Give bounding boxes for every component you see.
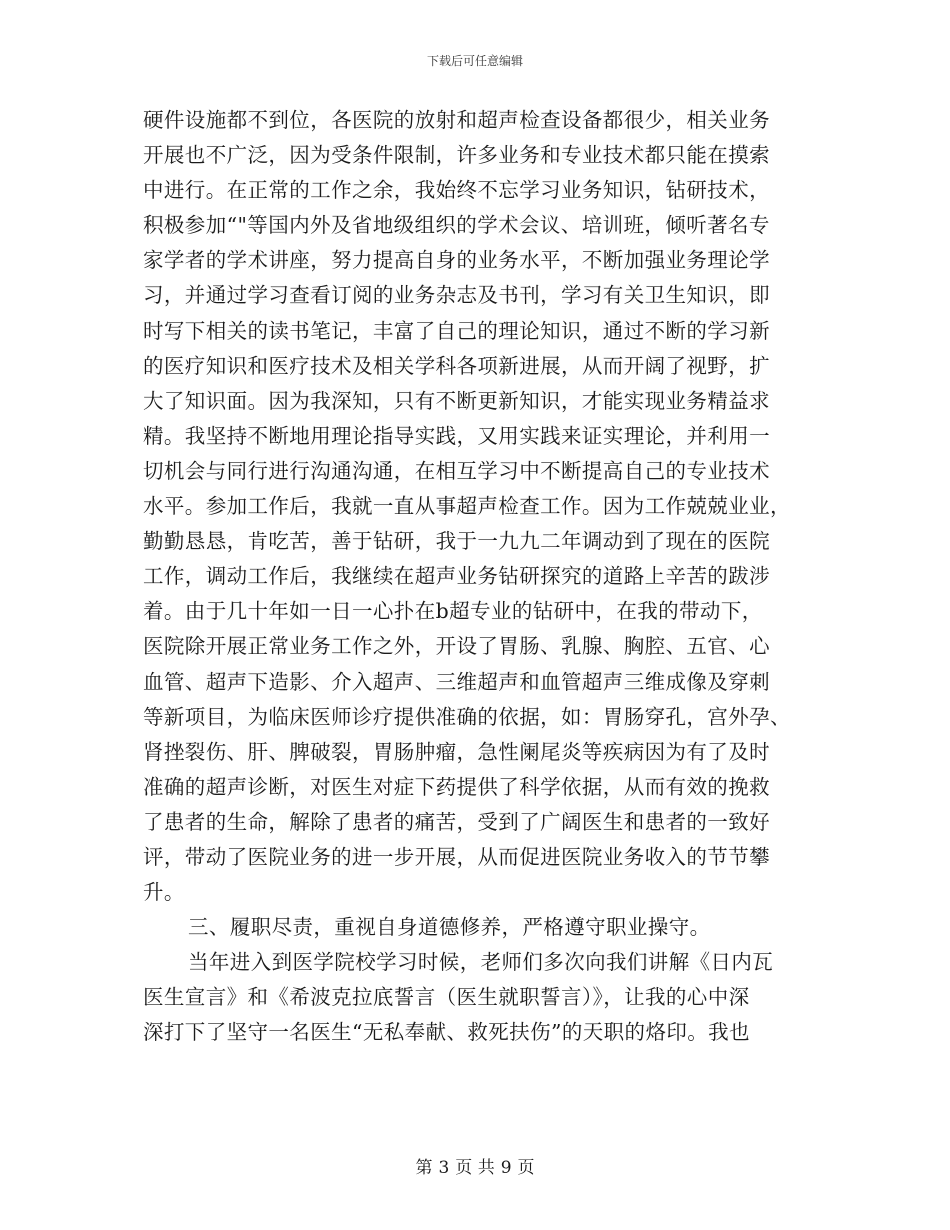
body-text — [143, 103, 809, 1051]
text-line: 升。 — [143, 880, 185, 905]
text-line: 医院除开展正常业务工作之外，开设了胃肠、乳腺、胸腔、五官、心 — [143, 634, 770, 659]
total-pages: 9 — [500, 1158, 512, 1178]
text-line: 着。由于几十年如一日一心扑在b超专业的钻研中，在我的带动下， — [143, 599, 763, 624]
page-header: 下载后可任意编辑 — [426, 54, 523, 68]
text-line: 切机会与同行进行沟通沟通，在相互学习中不断提高自己的专业技术 — [143, 458, 770, 483]
text-line: 工作，调动工作后，我继续在超声业务钻研探究的道路上辛苦的跋涉 — [143, 564, 770, 589]
page-footer — [0, 1153, 950, 1178]
footer-suffix: 页 — [517, 1158, 535, 1178]
footer-prefix: 第 — [415, 1158, 433, 1178]
text-line: 血管、超声下造影、介入超声、三维超声和血管超声三维成像及穿刺 — [143, 669, 770, 694]
text-line: 当年进入到医学院校学习时候，老师们多次向我们讲解《日内瓦 — [188, 950, 774, 975]
text-line: 家学者的学术讲座，努力提高自身的业务水平，不断加强业务理论学 — [143, 248, 770, 273]
footer-middle: 页 共 — [455, 1158, 495, 1178]
text-line: 时写下相关的读书笔记，丰富了自己的理论知识，通过不断的学习新 — [143, 318, 770, 343]
text-line: 开展也不广泛，因为受条件限制，许多业务和专业技术都只能在摸索 — [143, 143, 770, 168]
text-line: 评，带动了医院业务的进一步开展，从而促进医院业务收入的节节攀 — [143, 844, 770, 869]
text-line: 硬件设施都不到位，各医院的放射和超声检查设备都很少，相关业务 — [143, 108, 770, 132]
text-line: 深打下了坚守一名医生“无私奉献、救死扶伤”的天职的烙印。我也 — [143, 1020, 750, 1045]
text-line: 的医疗知识和医疗技术及相关学科各项新进展，从而开阔了视野，扩 — [143, 353, 770, 378]
text-line: 医生宣言》和《希波克拉底誓言（医生就职誓言）》，让我的心中深 — [143, 985, 750, 1010]
text-line: 肾挫裂伤、肝、脾破裂，胃肠肿瘤，急性阑尾炎等疾病因为有了及时 — [143, 739, 770, 764]
text-line: 积极参加“"等国内外及省地级组织的学术会议、培训班，倾听著名专 — [143, 213, 770, 238]
text-line: 水平。参加工作后，我就一直从事超声检查工作。因为工作兢兢业业， — [143, 494, 791, 519]
text-line: 等新项目，为临床医师诊疗提供准确的依据，如：胃肠穿孔，宫外孕、 — [143, 704, 791, 729]
page-number: 3 — [438, 1158, 450, 1178]
text-line: 大了知识面。因为我深知，只有不断更新知识，才能实现业务精益求 — [143, 388, 770, 413]
text-line: 习，并通过学习查看订阅的业务杂志及书刊，学习有关卫生知识，即 — [143, 283, 770, 308]
text-line: 精。我坚持不断地用理论指导实践，又用实践来证实理论，并利用一 — [143, 423, 770, 448]
text-line: 勤勤恳恳，肯吃苦，善于钻研，我于一九九二年调动到了现在的医院 — [143, 529, 770, 554]
text-line: 中进行。在正常的工作之余，我始终不忘学习业务知识，钻研技术， — [143, 178, 770, 203]
text-line: 准确的超声诊断，对医生对症下药提供了科学依据，从而有效的挽救 — [143, 774, 770, 799]
text-line: 了患者的生命，解除了患者的痛苦，受到了广阔医生和患者的一致好 — [143, 809, 770, 834]
section-heading: 三、履职尽责，重视自身道德修养，严格遵守职业操守。 — [188, 915, 711, 940]
